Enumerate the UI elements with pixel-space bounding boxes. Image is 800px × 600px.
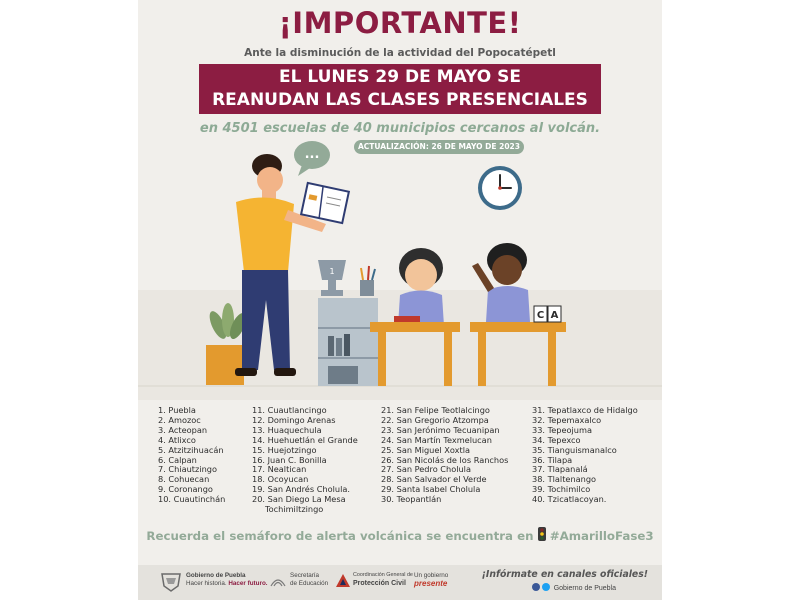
list-item: 37. Tlapanalá bbox=[532, 464, 588, 475]
banner-line-2: REANUDAN LAS CLASES PRESENCIALES bbox=[212, 90, 588, 110]
subheadline: Ante la disminución de la actividad del Popocatépetl bbox=[244, 47, 556, 59]
list-item: 40. Tzicatlacoyan. bbox=[532, 494, 607, 505]
book-icon bbox=[301, 183, 349, 223]
list-item: 32. Tepemaxalco bbox=[532, 414, 602, 425]
bookshelf-icon bbox=[318, 298, 378, 386]
municipality-list-2 bbox=[252, 406, 358, 515]
update-badge: ACTUALIZACIÓN: 26 DE MAYO DE 2023 bbox=[354, 140, 524, 154]
list-item: 30. Teopantlán bbox=[381, 494, 442, 505]
list-item: 17. Nealtican bbox=[252, 464, 307, 475]
banner-line-1: EL LUNES 29 DE MAYO SE bbox=[279, 67, 521, 87]
volcanic-alert-reminder bbox=[138, 527, 662, 543]
gobierno-presente-logo bbox=[414, 572, 448, 588]
list-item: 33. Tepeojuma bbox=[532, 424, 592, 435]
gov-name: Gobierno de Puebla bbox=[186, 572, 246, 579]
municipality-list-4 bbox=[532, 406, 638, 505]
inform-official-channels: ¡Infórmate en canales oficiales! bbox=[481, 569, 648, 580]
announcement-banner bbox=[199, 64, 601, 114]
list-item: 6. Calpan bbox=[158, 454, 197, 465]
presente-line-2: presente bbox=[414, 578, 448, 588]
speech-bubble-icon bbox=[294, 141, 330, 176]
gov-slogan-a: Hacer historia. bbox=[186, 579, 227, 587]
trophy-number: 1 bbox=[329, 267, 335, 276]
list-item: 29. Santa Isabel Cholula bbox=[381, 484, 481, 495]
list-item: 28. San Salvador el Verde bbox=[381, 474, 487, 485]
list-item: 5. Atzitzihuacán bbox=[158, 444, 224, 455]
student-girl-figure bbox=[398, 248, 444, 326]
schools-note: en 4501 escuelas de 40 municipios cercanos al volcán. bbox=[199, 121, 601, 136]
trophy-icon bbox=[318, 260, 346, 296]
list-item: 20. San Diego La Mesa bbox=[252, 494, 346, 505]
proteccion-civil-logo bbox=[336, 572, 413, 588]
pc-line-2: Protección Civil bbox=[353, 579, 406, 587]
classroom-illustration bbox=[138, 140, 662, 400]
presente-line-1: Un gobierno bbox=[414, 572, 449, 579]
wall-clock-icon bbox=[478, 166, 522, 210]
box-letter-c: C bbox=[536, 310, 545, 321]
facebook-icon[interactable] bbox=[532, 583, 540, 591]
pencil-cup-icon bbox=[360, 266, 375, 296]
sep-logo bbox=[270, 572, 328, 587]
list-item: 27. San Pedro Cholula bbox=[381, 464, 471, 475]
list-item: 24. San Martín Texmelucan bbox=[381, 434, 492, 445]
traffic-light-icon bbox=[538, 527, 546, 541]
list-item: 22. San Gregorio Atzompa bbox=[381, 414, 489, 425]
list-item: 11. Cuautlancingo bbox=[252, 405, 327, 415]
social-links bbox=[532, 583, 616, 592]
list-item: 23. San Jerónimo Tecuanipan bbox=[381, 424, 500, 435]
pc-line-1: Coordinación General de bbox=[353, 572, 413, 578]
list-item: 12. Domingo Arenas bbox=[252, 414, 336, 425]
list-item: 4. Atlixco bbox=[158, 434, 196, 445]
sep-line-1: Secretaría bbox=[290, 572, 320, 579]
footer bbox=[138, 565, 662, 600]
list-item: 13. Huaquechula bbox=[252, 424, 322, 435]
list-item: 38. Tlaltenango bbox=[532, 474, 597, 485]
list-item-continuation: Tochimiltzingo bbox=[265, 504, 324, 515]
hashtag[interactable]: #AmarilloFase3 bbox=[549, 529, 654, 543]
list-item: 25. San Miguel Xoxtla bbox=[381, 444, 470, 455]
gobierno-puebla-logo bbox=[160, 572, 268, 587]
municipality-list-1 bbox=[158, 406, 225, 505]
municipality-list-3 bbox=[381, 406, 508, 505]
list-item: 14. Huehuetlán el Grande bbox=[252, 434, 358, 445]
list-item: 26. San Nicolás de los Ranchos bbox=[381, 454, 509, 465]
list-item: 10. Cuautinchán bbox=[158, 494, 226, 505]
list-item: 39. Tochimilco bbox=[532, 484, 591, 495]
announcement-poster bbox=[138, 0, 662, 600]
warning-triangle-icon bbox=[336, 574, 350, 587]
list-item: 16. Juan C. Bonilla bbox=[252, 454, 327, 465]
speech-bubble-text: ... bbox=[304, 147, 320, 162]
puebla-shield-icon bbox=[160, 572, 182, 592]
sep-line-2: de Educación bbox=[290, 579, 329, 587]
box-letter-a: A bbox=[550, 310, 559, 321]
list-item: 2. Amozoc bbox=[158, 414, 201, 425]
list-item: 8. Cohuecan bbox=[158, 474, 210, 485]
list-item: 9. Coronango bbox=[158, 484, 213, 495]
list-item: 36. Tilapa bbox=[532, 454, 573, 465]
list-item: 1. Puebla bbox=[158, 405, 196, 415]
social-label: Gobierno de Puebla bbox=[553, 585, 616, 592]
list-item: 35. Tianguismanalco bbox=[532, 444, 617, 455]
list-item: 7. Chiautzingo bbox=[158, 464, 217, 475]
gov-slogan-b: Hacer futuro. bbox=[228, 579, 268, 587]
list-item: 18. Ocoyucan bbox=[252, 474, 309, 485]
sep-emblem-icon bbox=[270, 574, 286, 588]
list-item: 19. San Andrés Cholula. bbox=[252, 484, 350, 495]
twitter-icon[interactable] bbox=[542, 583, 550, 591]
list-item: 3. Acteopan bbox=[158, 424, 208, 435]
list-item: 15. Huejotzingo bbox=[252, 444, 317, 455]
reminder-text: Recuerda el semáforo de alerta volcánica se encuentra en bbox=[146, 529, 534, 543]
list-item: 34. Tepexco bbox=[532, 434, 581, 445]
list-item: 21. San Felipe Teotlalcingo bbox=[381, 405, 490, 415]
list-item: 31. Tepatlaxco de Hidalgo bbox=[532, 405, 638, 415]
page-title: ¡IMPORTANTE! bbox=[278, 6, 522, 40]
